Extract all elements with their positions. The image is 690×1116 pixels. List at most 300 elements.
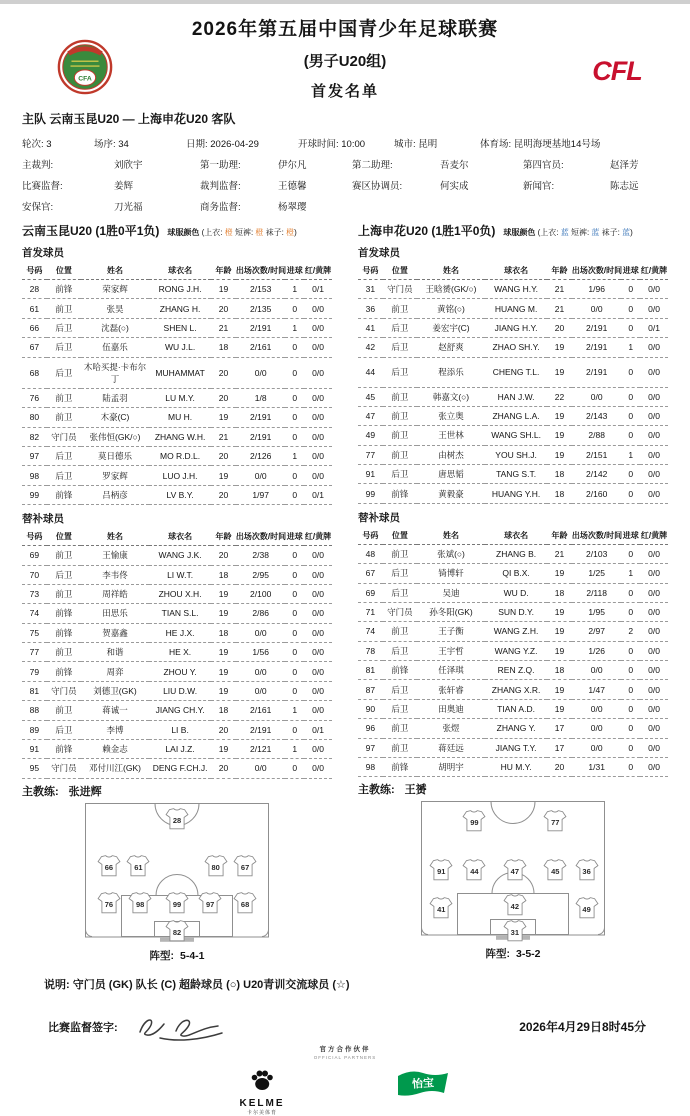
player-cell: 21 (547, 280, 572, 299)
player-cell: 18 (211, 338, 236, 357)
player-cell: ZHANG Y. (485, 719, 547, 738)
column-header: 红/黄牌 (640, 527, 668, 545)
home-kit-colors: 球服颜色 (上衣: 橙 短裤: 橙 袜子: 橙) (167, 228, 297, 237)
player-row (358, 357, 668, 387)
officials-grid (22, 157, 668, 213)
player-cell: JIANG T.Y. (485, 738, 547, 757)
player-cell: 17 (547, 738, 572, 757)
player-cell: 19 (211, 408, 236, 427)
away-formation-value: 3-5-2 (515, 948, 541, 961)
column-header: 红/黄牌 (304, 262, 332, 280)
player-cell: 2/100 (236, 584, 286, 603)
player-row (22, 759, 332, 778)
player-cell: 19 (547, 602, 572, 621)
player-row (22, 643, 332, 662)
player-cell: 后卫 (383, 699, 417, 718)
player-row (358, 465, 668, 484)
player-cell: 0/0 (304, 318, 332, 337)
player-cell: 20 (211, 546, 236, 565)
player-cell: 守门员 (47, 759, 81, 778)
player-cell: 后卫 (383, 338, 417, 357)
player-cell: 守门员 (383, 602, 417, 621)
player-cell: 19 (211, 643, 236, 662)
player-row (358, 641, 668, 660)
player-cell: 0 (285, 338, 304, 357)
player-cell: 48 (358, 544, 383, 563)
player-cell: 前锋 (47, 739, 81, 758)
player-cell: 19 (547, 641, 572, 660)
player-shirt-icon: 45 (543, 859, 567, 881)
official-value: 赵泽芳 (610, 160, 639, 171)
player-cell: 1 (285, 739, 304, 758)
home-coach-name: 张进辉 (68, 785, 102, 798)
player-cell: 0 (621, 280, 640, 299)
player-cell: 91 (22, 739, 47, 758)
player-cell: 前卫 (383, 738, 417, 757)
column-header: 进球 (285, 262, 304, 280)
player-row (22, 466, 332, 485)
official-value: 刘欣宇 (114, 160, 143, 171)
player-cell: 0/0 (640, 661, 668, 680)
yibao-flag-icon (395, 1068, 451, 1100)
player-cell: HUANG Y.H. (485, 484, 547, 503)
player-cell: 1/96 (572, 280, 622, 299)
player-cell: 0/0 (640, 583, 668, 602)
player-cell: 前锋 (47, 280, 81, 299)
player-cell: 李韦佟 (81, 565, 149, 584)
home-team-column (22, 222, 332, 963)
player-cell: 61 (22, 299, 47, 318)
kit-color-value: 蓝 (622, 228, 631, 237)
home-team-name: 云南玉昆U20 (1胜0平1负) (22, 224, 160, 238)
column-header: 年龄 (547, 262, 572, 280)
player-cell: 前卫 (383, 406, 417, 425)
column-header: 出场次数/时间 (236, 262, 286, 280)
player-cell: 0 (621, 544, 640, 563)
player-cell: 2/191 (572, 338, 622, 357)
player-cell: 木哈买提·卡布尔丁 (81, 357, 149, 388)
column-header: 进球 (621, 262, 640, 280)
player-row (358, 299, 668, 318)
kit-color-value: 蓝 (560, 228, 569, 237)
column-header: 位置 (47, 262, 81, 280)
player-cell: 张伟恒(GK/○) (81, 427, 149, 446)
player-cell: 36 (358, 299, 383, 318)
match-info-item: 开球时间: 10:00 (298, 139, 366, 150)
player-cell: TIAN S.L. (149, 604, 211, 623)
player-cell: 2/191 (236, 720, 286, 739)
column-header: 球衣名 (149, 528, 211, 546)
official-label: 赛区协调员: (352, 181, 403, 192)
player-row (358, 544, 668, 563)
player-cell: 20 (547, 318, 572, 337)
player-cell: 0/0 (236, 681, 286, 700)
player-cell: WANG J.K. (149, 546, 211, 565)
column-header: 年龄 (547, 527, 572, 545)
player-row (22, 701, 332, 720)
player-cell: 0 (285, 623, 304, 642)
player-cell: 周弈 (81, 662, 149, 681)
player-row (358, 338, 668, 357)
player-cell: 2/97 (572, 622, 622, 641)
player-cell: 0 (621, 465, 640, 484)
player-cell: 0 (285, 681, 304, 700)
player-cell: 0/0 (640, 426, 668, 445)
player-cell: 2/103 (572, 544, 622, 563)
player-cell: 2/88 (572, 426, 622, 445)
player-cell: 2/160 (572, 484, 622, 503)
player-cell: 前卫 (383, 719, 417, 738)
player-cell: 0/0 (304, 546, 332, 565)
player-shirt-icon: 67 (233, 855, 257, 877)
player-cell: 2/153 (236, 280, 286, 299)
player-cell: 蒋廷远 (417, 738, 485, 757)
player-shirt-icon: 80 (204, 855, 228, 877)
player-cell: 后卫 (47, 466, 81, 485)
player-cell: 前卫 (383, 445, 417, 464)
player-cell: 0 (621, 387, 640, 406)
player-cell: 19 (547, 426, 572, 445)
player-shirt-icon: 44 (462, 859, 486, 881)
official-label: 商务监督: (200, 202, 241, 213)
player-cell: 0 (285, 643, 304, 662)
player-cell: 张轩睿 (417, 680, 485, 699)
player-cell: 0/0 (572, 387, 622, 406)
player-shirt-icon: 41 (429, 897, 453, 919)
player-cell: 刘德卫(GK) (81, 681, 149, 700)
player-cell: 后卫 (47, 357, 81, 388)
away-coach-name: 王赟 (404, 784, 427, 797)
player-cell: 0/0 (304, 759, 332, 778)
player-cell: 韩嘉文(○) (417, 387, 485, 406)
player-cell: 王宇哲 (417, 641, 485, 660)
player-cell: 0/0 (640, 719, 668, 738)
player-cell: 81 (22, 681, 47, 700)
player-cell: 孙冬阳(GK) (417, 602, 485, 621)
player-shirt-icon: 99 (165, 892, 189, 914)
player-row (358, 406, 668, 425)
player-cell: 0/0 (640, 357, 668, 387)
away-subs-table (358, 527, 668, 778)
column-header: 球衣名 (149, 262, 211, 280)
partners-subtitle: OFFICIAL PARTNERS (313, 1054, 377, 1060)
player-cell: 2/118 (572, 583, 622, 602)
kit-color-value: 蓝 (591, 228, 600, 237)
player-cell: 0/0 (640, 280, 668, 299)
player-cell: 0/0 (304, 623, 332, 642)
player-cell: 姜宏宇(C) (417, 318, 485, 337)
player-row (358, 738, 668, 757)
starters-label: 首发球员 (22, 247, 64, 259)
player-cell: 17 (547, 719, 572, 738)
player-cell: 0/0 (640, 602, 668, 621)
player-cell: 程添乐 (417, 357, 485, 387)
player-cell: 99 (22, 485, 47, 504)
player-cell: 1/97 (236, 485, 286, 504)
player-cell: LI B. (149, 720, 211, 739)
player-cell: WANG Z.H. (485, 622, 547, 641)
player-cell: 0 (285, 357, 304, 388)
player-cell: SHEN L. (149, 318, 211, 337)
player-cell: 67 (358, 564, 383, 583)
official-label: 比赛监督: (22, 181, 63, 192)
player-cell: 1/26 (572, 641, 622, 660)
match-info-row (22, 136, 668, 150)
player-cell: 80 (22, 408, 47, 427)
player-row (22, 447, 332, 466)
player-cell: 0/0 (304, 701, 332, 720)
player-cell: 1/8 (236, 388, 286, 407)
player-cell: 90 (358, 699, 383, 718)
player-cell: 74 (22, 604, 47, 623)
player-cell: 后卫 (383, 357, 417, 387)
player-cell: 后卫 (47, 565, 81, 584)
official-value: 陈志远 (610, 181, 639, 192)
player-cell: 1 (285, 701, 304, 720)
player-row (358, 757, 668, 776)
match-info-item: 城市: 昆明 (394, 139, 438, 150)
player-cell: REN Z.Q. (485, 661, 547, 680)
player-cell: 87 (358, 680, 383, 699)
player-cell: 0/1 (640, 318, 668, 337)
column-header: 出场次数/时间 (572, 527, 622, 545)
match-datetime: 2026年4月29日8时45分 (519, 1020, 646, 1035)
player-cell: 2/161 (236, 701, 286, 720)
player-row (358, 699, 668, 718)
player-cell: 前卫 (47, 408, 81, 427)
player-cell: 69 (358, 583, 383, 602)
player-cell: 76 (22, 388, 47, 407)
legend-note: 说明: 守门员 (GK) 队长 (C) 超龄球员 (○) U20青训交流球员 (☆) (44, 978, 350, 991)
player-cell: 木豪(C) (81, 408, 149, 427)
player-row (358, 680, 668, 699)
player-cell: 0 (621, 299, 640, 318)
player-row (358, 280, 668, 299)
official-value: 杨翠璎 (278, 202, 307, 213)
player-cell: 75 (22, 623, 47, 642)
player-cell: 20 (211, 447, 236, 466)
player-row (358, 445, 668, 464)
player-cell: 0/0 (236, 357, 286, 388)
player-cell: LAI J.Z. (149, 739, 211, 758)
away-starters-table (358, 262, 668, 504)
player-cell: 0/0 (640, 641, 668, 660)
column-header: 出场次数/时间 (572, 262, 622, 280)
player-cell: 李博 (81, 720, 149, 739)
player-cell: 0 (621, 602, 640, 621)
player-cell: 0/0 (304, 681, 332, 700)
player-cell: 前卫 (383, 622, 417, 641)
player-cell: 45 (358, 387, 383, 406)
player-cell: 1 (285, 447, 304, 466)
player-cell: HE J.X. (149, 623, 211, 642)
player-cell: 19 (211, 604, 236, 623)
home-formation-diagram (85, 803, 269, 943)
player-shirt-icon: 91 (429, 859, 453, 881)
player-cell: 荣家辉 (81, 280, 149, 299)
player-cell: 20 (211, 299, 236, 318)
player-shirt-icon: 68 (233, 892, 257, 914)
player-cell: 0/0 (304, 604, 332, 623)
column-header: 号码 (358, 527, 383, 545)
player-cell: 20 (211, 720, 236, 739)
player-cell: 0 (621, 699, 640, 718)
player-cell: LU M.Y. (149, 388, 211, 407)
player-cell: JIANG CH.Y. (149, 701, 211, 720)
player-cell: 77 (22, 643, 47, 662)
player-cell: 1/31 (572, 757, 622, 776)
player-cell: 18 (547, 661, 572, 680)
player-cell: 19 (547, 680, 572, 699)
player-cell: 张昊 (81, 299, 149, 318)
column-header: 姓名 (417, 262, 485, 280)
player-cell: 20 (211, 388, 236, 407)
away-team-column (358, 222, 668, 963)
player-cell: 1 (621, 338, 640, 357)
player-cell: HUANG M. (485, 299, 547, 318)
player-shirt-icon: 49 (575, 897, 599, 919)
column-header: 球衣名 (485, 527, 547, 545)
player-cell: 陆孟羽 (81, 388, 149, 407)
column-header: 年龄 (211, 262, 236, 280)
official-value: 吾麦尔 (440, 160, 469, 171)
signature-label: 比赛监督签字: (48, 1021, 118, 1034)
away-team-name: 上海申花U20 (1胜1平0负) (358, 224, 496, 238)
player-cell: 19 (211, 466, 236, 485)
player-cell: 王愉康 (81, 546, 149, 565)
player-cell: 0/0 (640, 406, 668, 425)
player-cell: MUHAMMAT (149, 357, 211, 388)
doc-title: 首发名单 (310, 83, 379, 100)
player-cell: 0/0 (236, 662, 286, 681)
player-cell: 0/0 (572, 719, 622, 738)
player-row (358, 602, 668, 621)
player-row (22, 720, 332, 739)
player-row (22, 318, 332, 337)
player-row (22, 485, 332, 504)
player-cell: 0/0 (640, 699, 668, 718)
player-cell: 0 (621, 757, 640, 776)
player-cell: 19 (547, 357, 572, 387)
player-cell: 张煜 (417, 719, 485, 738)
player-cell: WU D. (485, 583, 547, 602)
official-value: 伊尔凡 (278, 160, 307, 171)
player-cell: 沈磊(○) (81, 318, 149, 337)
player-cell: 后卫 (383, 465, 417, 484)
player-cell: 0/0 (640, 338, 668, 357)
match-info-item: 体育场: 昆明海埂基地14号场 (480, 139, 601, 150)
player-cell: 2/95 (236, 565, 286, 584)
player-cell: 89 (22, 720, 47, 739)
column-header: 号码 (22, 528, 47, 546)
official-value: 姜辉 (114, 181, 134, 192)
player-cell: 88 (22, 701, 47, 720)
player-cell: 0/1 (304, 720, 332, 739)
player-cell: 70 (22, 565, 47, 584)
player-cell: 98 (358, 757, 383, 776)
player-cell: 前卫 (47, 546, 81, 565)
player-cell: 前锋 (383, 484, 417, 503)
column-header: 年龄 (211, 528, 236, 546)
player-row (358, 719, 668, 738)
kelme-paw-icon (249, 1068, 275, 1092)
player-cell: 2/143 (572, 406, 622, 425)
player-cell: 1/25 (572, 564, 622, 583)
player-cell: 2/191 (236, 427, 286, 446)
header (0, 4, 690, 101)
player-cell: 81 (358, 661, 383, 680)
official-label: 第一助理: (200, 160, 241, 171)
player-cell: 0 (621, 357, 640, 387)
subs-label: 替补球员 (358, 511, 400, 524)
player-row (358, 583, 668, 602)
player-cell: 后卫 (383, 318, 417, 337)
supervisor-signature (132, 1012, 228, 1042)
cfl-logo-icon: CFL (592, 56, 642, 86)
column-header: 位置 (47, 528, 81, 546)
player-cell: 0/0 (304, 643, 332, 662)
player-cell: 1 (621, 445, 640, 464)
player-row (22, 388, 332, 407)
player-cell: 44 (358, 357, 383, 387)
player-cell: 2/151 (572, 445, 622, 464)
column-header: 球衣名 (485, 262, 547, 280)
player-cell: LIU D.W. (149, 681, 211, 700)
player-cell: 后卫 (383, 641, 417, 660)
player-cell: MO R.D.L. (149, 447, 211, 466)
svg-text:CFA: CFA (78, 75, 92, 83)
player-cell: 0 (621, 719, 640, 738)
kit-color-value: 橙 (255, 228, 264, 237)
player-cell: 赵舒爽 (417, 338, 485, 357)
player-cell: 后卫 (47, 338, 81, 357)
player-row (22, 739, 332, 758)
player-cell: 黄铭(○) (417, 299, 485, 318)
player-cell: 2/121 (236, 739, 286, 758)
player-cell: 0/0 (572, 738, 622, 757)
player-cell: 0/0 (640, 387, 668, 406)
match-info-item: 场序: 34 (94, 139, 129, 150)
player-cell: 19 (547, 622, 572, 641)
player-cell: 前卫 (383, 387, 417, 406)
official-label: 第四官员: (523, 160, 564, 171)
player-cell: 0 (285, 427, 304, 446)
player-cell: 0/0 (640, 465, 668, 484)
player-cell: 78 (358, 641, 383, 660)
player-row (22, 662, 332, 681)
player-cell: 前锋 (47, 485, 81, 504)
player-cell: 0/0 (640, 484, 668, 503)
player-cell: 0/0 (640, 622, 668, 641)
partners-title: 官方合作伙伴 (319, 1045, 371, 1053)
player-cell: 18 (211, 701, 236, 720)
page-subtitle: (男子U20组) (303, 53, 387, 70)
player-cell: 0/0 (304, 427, 332, 446)
player-row (358, 564, 668, 583)
player-cell: 19 (547, 338, 572, 357)
player-cell: 98 (22, 466, 47, 485)
official-label: 第二助理: (352, 160, 393, 171)
player-cell: 2/38 (236, 546, 286, 565)
player-row (22, 584, 332, 603)
player-shirt-icon: 47 (503, 859, 527, 881)
player-cell: 18 (211, 565, 236, 584)
player-cell: LV B.Y. (149, 485, 211, 504)
column-header: 号码 (358, 262, 383, 280)
player-cell: 前锋 (47, 623, 81, 642)
player-cell: 0 (621, 661, 640, 680)
away-formation-line: 阵型: 3-5-2 (485, 948, 541, 961)
